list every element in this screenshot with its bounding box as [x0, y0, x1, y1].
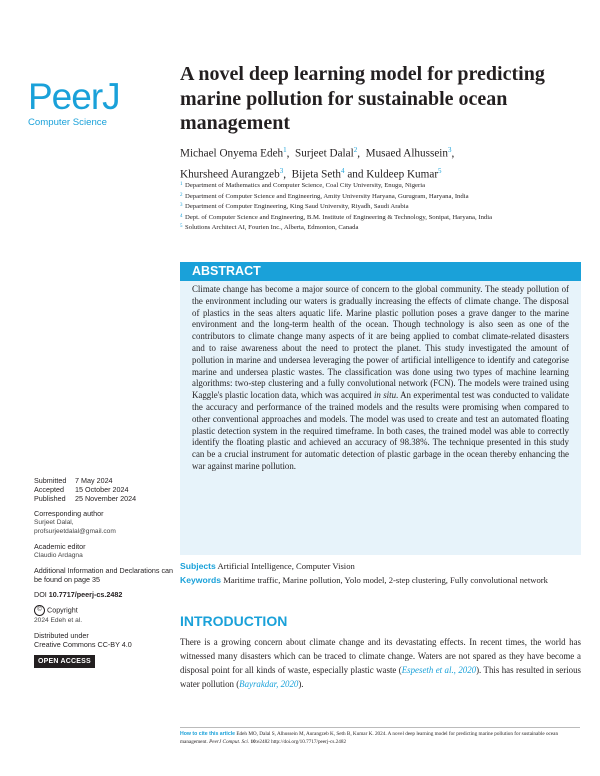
subjects-line: [180, 561, 580, 573]
academic-editor-name: Claudio Ardagna: [34, 552, 83, 559]
affiliation: 5 Solutions Architect AI, Fourien Inc., Alberta, Edmonton, Canada: [180, 224, 359, 231]
logo-wordmark: PeerJ: [28, 76, 120, 117]
keywords-value: Maritime traffic, Marine pollution, Yolo model, 2-step clustering, Fully convolutional network: [223, 574, 548, 585]
published-date: 25 November 2024: [75, 494, 137, 503]
author: Musaed Alhussein: [365, 147, 448, 160]
affiliation: 1 Department of Mathematics and Computer Science, Coal City University, Enugu, Nigeria: [180, 182, 426, 189]
abstract-text: Climate change has become a major source of concern to the global community. The steady pollution of the environment including our waters is gradually increasing the effects of climate change. The disposal of plastics in the seas alters aquatic life. Marine plastic pollution poses a grave danger to the marine environment and the long-term health of the ocean. Though technology is also seen as one of the contributors to climate change many aspects of it are being applied to combat climate-related disasters and to raise awareness about the need to protect the planet. This study investigated the amount of pollution in marine and undersea leveraging the power of artificial intelligence to identify and categorise marine and undersea plastic wastes. The classification was done using two types of machine learning algorithms: two-step clustering and a fully convolutional network (FCN). The models were trained using Kaggle's plastic location data, which was acquired in situ. An experimental test was conducted to validate the accuracy and performance of the trained models and the results were promising when compared to other conventional approaches and models. The model was used to create and test an automated floating plastic detection system in the required timeframe. In both cases, the trained model was able to correctly identify the floating plastic and achieved an accuracy of 98.38%. The technique presented in this study can be a crucial instrument for automatic detection of plastic garbage in the ocean thereby enhancing the war against marine pollution.: [192, 284, 570, 471]
article-title: A novel deep learning model for predicting marine pollution for sustainable ocean management: [180, 63, 545, 134]
author: Bijeta Seth: [291, 168, 342, 181]
keywords-line: [180, 575, 580, 587]
subjects-value: Artificial Intelligence, Computer Vision: [217, 561, 355, 571]
keywords-label: Keywords: [180, 574, 222, 585]
citation-doi-link[interactable]: http://doi.org/10.7717/peerj-cs.2482: [271, 739, 347, 745]
accepted-date: 15 October 2024: [75, 485, 129, 494]
corresponding-author-email[interactable]: profsurjeetdalal@gmail.com: [34, 528, 116, 535]
open-access-badge: OPEN ACCESS: [34, 655, 95, 668]
corresponding-author-name: Surjeet Dalal,: [34, 519, 74, 526]
abstract-heading: ABSTRACT: [180, 262, 581, 281]
logo-subtitle: Computer Science: [28, 117, 107, 128]
author-conjunction: and: [347, 168, 364, 181]
citation-link[interactable]: Bayrakdar, 2020: [239, 678, 299, 689]
author: Kuldeep Kumar: [366, 168, 439, 181]
submitted-date: 7 May 2024: [75, 476, 113, 485]
article-info-sidebar: Submitted 7 May 2024 Accepted 15 October 2024 Published 25 November 2024 Corresponding author Surjeet Dalal, profsurjeetdalal@gmail.com Academic editor Claudio Ardagna Additional Information and Declarations can be found on page 35 DOI 10.7717/peerj-cs.2482 © Copyright 2024 Edeh et al. Distributed under Creative Commons CC-BY 4.0 OPEN ACCESS: [34, 476, 174, 668]
author: Surjeet Dalal: [295, 147, 354, 160]
affiliation: 3 Department of Computer Engineering, King Saud University, Riyadh, Saudi Arabia: [180, 203, 409, 210]
doi-label: DOI: [34, 590, 47, 599]
academic-editor-label: Academic editor: [34, 542, 86, 551]
license-link[interactable]: Creative Commons CC-BY 4.0: [34, 640, 132, 649]
affiliation: 4 Dept. of Computer Science and Engineering, B.M. Institute of Engineering & Technology, Sonipat, Haryana, India: [180, 213, 493, 221]
subjects-label: Subjects: [180, 561, 216, 571]
affiliations: [180, 181, 575, 234]
citation-link[interactable]: Espeseth et al., 2020: [401, 664, 477, 675]
additional-information[interactable]: Additional Information and Declarations can be found on page 35: [34, 566, 174, 584]
affiliation: 2 Department of Computer Science and Engineering, Amity University Haryana, Gurugram, Haryana, India: [180, 192, 469, 200]
author: Khursheed Aurangzeb: [180, 168, 280, 181]
journal-logo: [28, 78, 148, 128]
introduction-heading: INTRODUCTION: [180, 613, 288, 629]
author-list: Michael Onyema Edeh$^1$, Surjeet Dalal$^2$, Musaed Alhussein$^3$, Khursheed Aurangzeb$^3$, Bijeta Seth$^4$ and Kuldeep Kumar$^5$: [180, 146, 455, 181]
subjects-keywords: [180, 561, 580, 586]
citation-footer: How to cite this article Edeh MO, Dalal S, Alhussein M, Aurangzeb K, Seth B, Kumar K. 2024. A novel deep learning model for predicting marine pollution for sustainable ocean management. PeerJ Comput. Sci. 10:e2482 http://doi.org/10.7717/peerj-cs.2482: [180, 727, 580, 746]
corresponding-author-label: Corresponding author: [34, 509, 104, 518]
copyright-icon: ©: [34, 605, 45, 616]
introduction-text: There is a growing concern about climate change and its devastating effects. In recent times, the world has witnessed many disasters which can be traced to climate change. Waters are not spared as they have become a disposal point for all kinds of waste, especially plastic waste (Espeseth et al., 2020). This has resulted in serious water pollution (Bayrakdar, 2020).: [180, 637, 581, 689]
author: Michael Onyema Edeh: [180, 147, 284, 160]
doi-link[interactable]: 10.7717/peerj-cs.2482: [48, 590, 123, 599]
copyright-holder: 2024 Edeh et al.: [34, 617, 83, 624]
citation-label: How to cite this article: [180, 731, 236, 737]
